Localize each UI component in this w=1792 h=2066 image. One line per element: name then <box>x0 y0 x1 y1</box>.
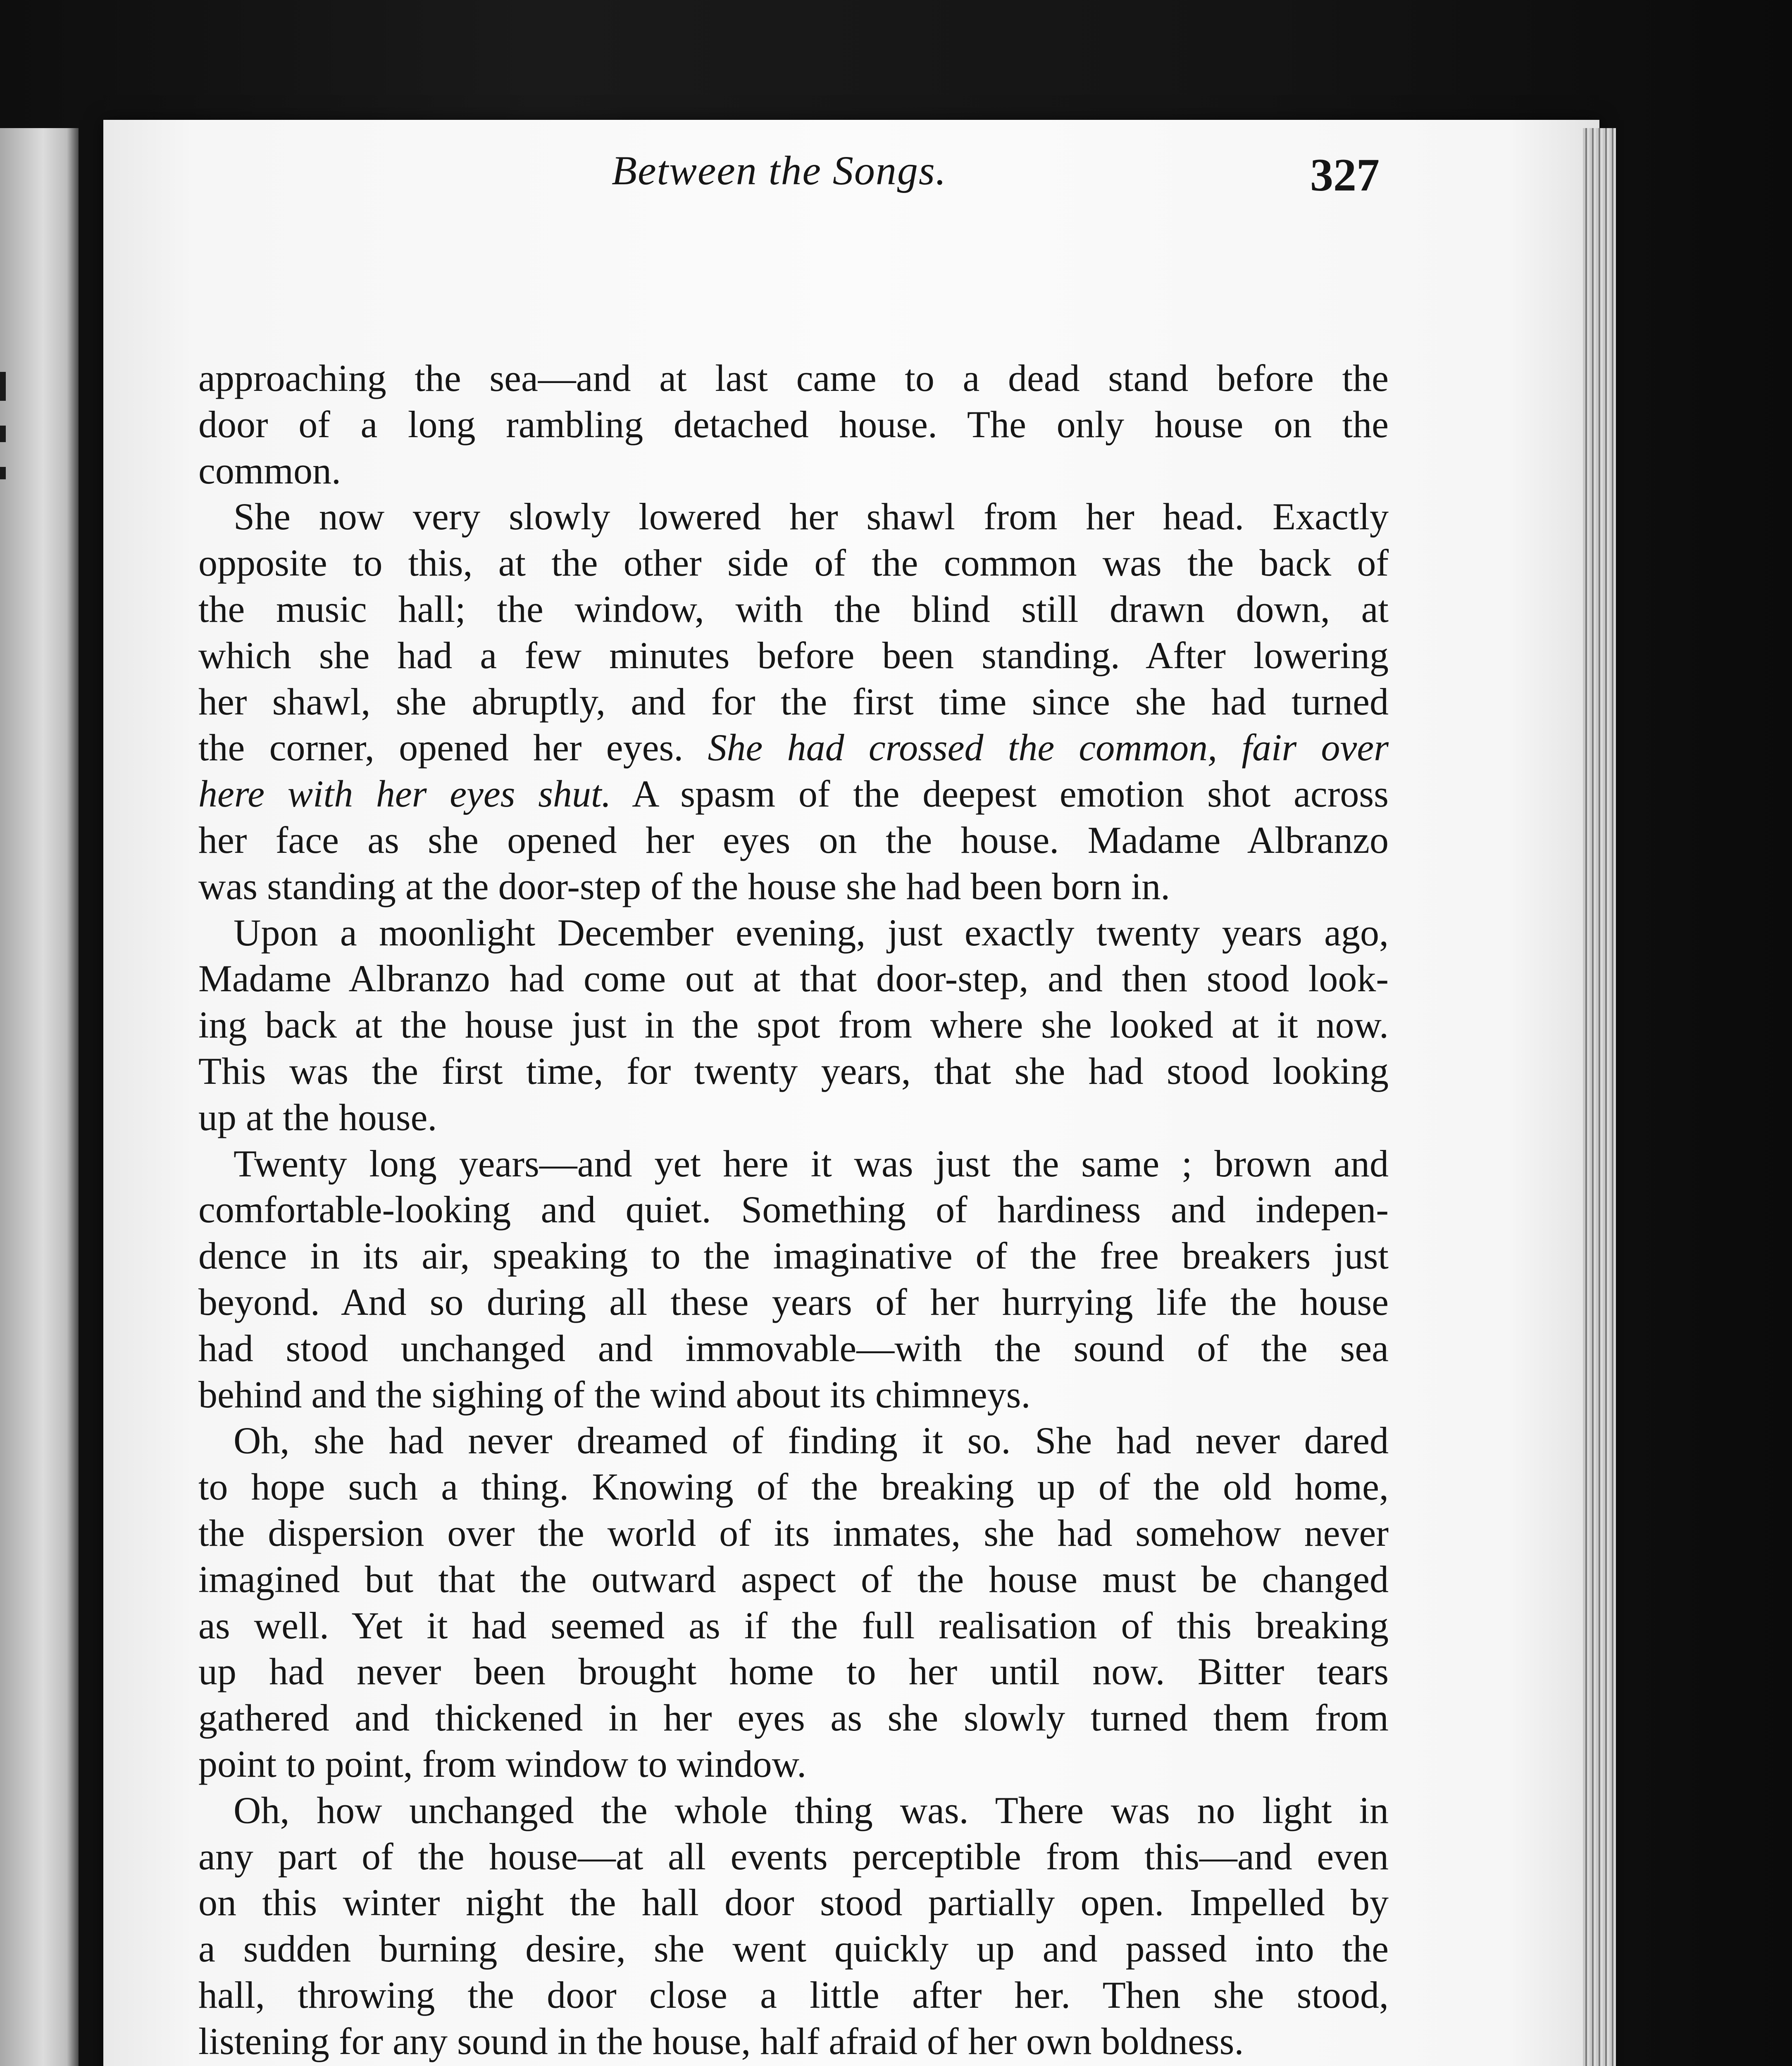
text-line: up at the house. <box>198 1096 437 1138</box>
previous-page-marks <box>0 372 8 496</box>
page-number: 327 <box>1310 150 1380 201</box>
page-stack-edge <box>1583 128 1616 2066</box>
text-line: which she had a few minutes before been standing. After lowering <box>198 634 1389 676</box>
text-line: up had never been brought home to her until now. Bitter tears <box>198 1650 1389 1693</box>
text-line: to hope such a thing. Knowing of the breaking up of the old home, <box>198 1466 1389 1508</box>
text-line: Twenty long years—and yet here it was just the same ; brown and <box>234 1142 1389 1185</box>
text-line: point to point, from window to window. <box>198 1742 807 1785</box>
text-line: the music hall; the window, with the blind still drawn down, at <box>198 588 1389 630</box>
text-line: as well. Yet it had seemed as if the full realisation of this breaking <box>198 1604 1389 1647</box>
text-line: She now very slowly lowered her shawl from her head. Exactly <box>234 495 1389 538</box>
text-line: Madame Albranzo had come out at that door-step, and then stood look- <box>198 957 1389 1000</box>
text-line: Oh, how unchanged the whole thing was. There was no light in <box>234 1789 1389 1831</box>
text-line: gathered and thickened in her eyes as she slowly turned them from <box>198 1697 1389 1739</box>
text-line: door of a long rambling detached house. The only house on the <box>198 403 1389 445</box>
body-text <box>198 355 1389 2066</box>
text-line: listening for any sound in the house, half afraid of her own boldness. <box>198 2020 1244 2062</box>
text-line: This was the first time, for twenty years, that she had stood looking <box>198 1050 1389 1092</box>
text-line: here with her eyes shut. A spasm of the deepest emotion shot across <box>198 773 1389 815</box>
text-line: the corner, opened her eyes. She had crossed the common, fair over <box>198 726 1389 769</box>
text-line: had stood unchanged and immovable—with the sound of the sea <box>198 1327 1389 1369</box>
text-line: behind and the sighing of the wind about its chimneys. <box>198 1373 1031 1416</box>
page-header <box>0 147 1792 205</box>
text-line: ing back at the house just in the spot from where she looked at it now. <box>198 1004 1389 1046</box>
text-line: on this winter night the hall door stood partially open. Impelled by <box>198 1881 1389 1924</box>
text-line: opposite to this, at the other side of the common was the back of <box>198 542 1389 584</box>
text-line: approaching the sea—and at last came to a dead stand before the <box>198 357 1389 399</box>
text-line: a sudden burning desire, she went quickly up and passed into the <box>198 1928 1389 1970</box>
text-line: common. <box>198 449 341 492</box>
text-line: Upon a moonlight December evening, just exactly twenty years ago, <box>234 911 1389 954</box>
previous-page-edge <box>0 128 79 2066</box>
text-line: was standing at the door-step of the house she had been born in. <box>198 865 1170 907</box>
text-line: the dispersion over the world of its inmates, she had somehow never <box>198 1511 1389 1554</box>
text-line: comfortable-looking and quiet. Something of hardiness and indepen- <box>198 1188 1389 1231</box>
text-line <box>198 2064 1389 2066</box>
running-head: Between the Songs. <box>612 148 947 193</box>
text-line: hall, throwing the door close a little after her. Then she stood, <box>198 1973 1389 2016</box>
text-line: any part of the house—at all events perceptible from this—and even <box>198 1835 1389 1878</box>
text-line: her shawl, she abruptly, and for the first time since she had turned <box>198 680 1389 723</box>
text-line: her face as she opened her eyes on the house. Madame Albranzo <box>198 819 1389 861</box>
text-line: beyond. And so during all these years of her hurrying life the house <box>198 1281 1389 1323</box>
text-line: dence in its air, speaking to the imaginative of the free breakers just <box>198 1235 1389 1277</box>
text-line: Oh, she had never dreamed of finding it so. She had never dared <box>234 1419 1389 1462</box>
text-line: imagined but that the outward aspect of the house must be changed <box>198 1558 1389 1600</box>
